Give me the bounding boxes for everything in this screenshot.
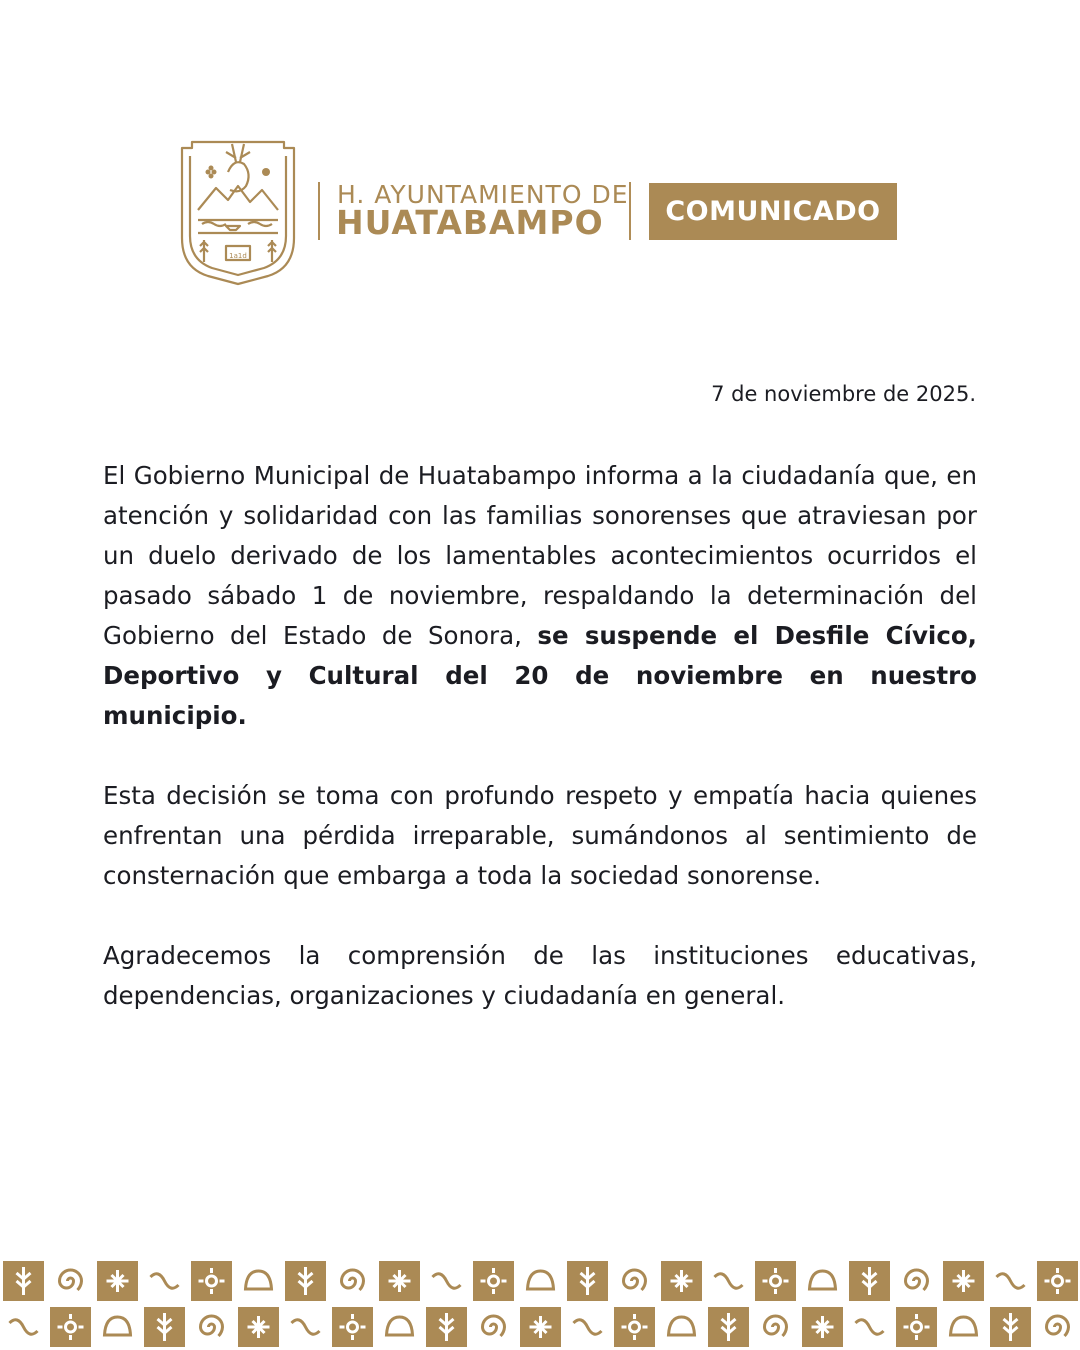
pattern-tile bbox=[1037, 1261, 1078, 1301]
pattern-tile bbox=[285, 1307, 326, 1347]
pattern-tile bbox=[896, 1307, 937, 1347]
pattern-tile bbox=[849, 1307, 890, 1347]
divider-line bbox=[318, 182, 320, 240]
pattern-tile bbox=[426, 1261, 467, 1301]
crest-inscription: 1a1d bbox=[229, 252, 247, 260]
pattern-tile bbox=[3, 1307, 44, 1347]
pattern-tile bbox=[238, 1307, 279, 1347]
pattern-tile bbox=[238, 1261, 279, 1301]
document-date: 7 de noviembre de 2025. bbox=[711, 382, 976, 406]
pattern-tile bbox=[473, 1307, 514, 1347]
pattern-tile bbox=[97, 1261, 138, 1301]
paragraph-1 bbox=[103, 456, 977, 736]
pattern-tile bbox=[144, 1261, 185, 1301]
paragraph-1-highlight: se suspende el Desfile Cívico, Deportivo y Cultural del 20 de noviembre en nuestro municipio. bbox=[103, 621, 977, 730]
pattern-tile bbox=[990, 1307, 1031, 1347]
pattern-tile bbox=[896, 1261, 937, 1301]
paragraph-2: Esta decisión se toma con profundo respeto y empatía hacia quienes enfrentan una pérdida irreparable, sumándonos al sentimiento de consternación que embarga a toda la sociedad sonorense. bbox=[103, 781, 977, 890]
pattern-tile bbox=[661, 1307, 702, 1347]
pattern-tile bbox=[473, 1261, 514, 1301]
pattern-tile bbox=[614, 1307, 655, 1347]
divider-line bbox=[629, 182, 631, 240]
pattern-tile bbox=[379, 1307, 420, 1347]
org-title-line2: HUATABAMPO bbox=[336, 203, 604, 242]
pattern-tile bbox=[802, 1307, 843, 1347]
municipal-crest-logo bbox=[178, 128, 298, 288]
pattern-tile bbox=[614, 1261, 655, 1301]
paragraph-1-text: El Gobierno Municipal de Huatabampo informa a la ciudadanía que, en atención y solidaridad con las familias sonorenses que atraviesan por un duelo derivado de los lamentables acontecimientos ocurridos el pasado sábado 1 de noviembre, respaldando la determinación del Gobierno del Estado de Sonora, bbox=[103, 461, 977, 650]
pattern-tile bbox=[50, 1261, 91, 1301]
pattern-tile bbox=[943, 1307, 984, 1347]
pattern-tile bbox=[1037, 1307, 1078, 1347]
pattern-tile bbox=[520, 1307, 561, 1347]
pattern-tile bbox=[379, 1261, 420, 1301]
pattern-tile bbox=[943, 1261, 984, 1301]
pattern-tile bbox=[708, 1307, 749, 1347]
pattern-tile bbox=[755, 1307, 796, 1347]
pattern-tile bbox=[849, 1261, 890, 1301]
pattern-tile bbox=[191, 1307, 232, 1347]
pattern-tile bbox=[144, 1307, 185, 1347]
pattern-tile bbox=[3, 1261, 44, 1301]
pattern-tile bbox=[97, 1307, 138, 1347]
paragraph-3: Agradecemos la comprensión de las instituciones educativas, dependencias, organizaciones y ciudadanía en general. bbox=[103, 941, 977, 1010]
pattern-tile bbox=[332, 1307, 373, 1347]
pattern-tile bbox=[285, 1261, 326, 1301]
comunicado-badge: COMUNICADO bbox=[649, 183, 897, 240]
pattern-tile bbox=[661, 1261, 702, 1301]
pattern-tile bbox=[755, 1261, 796, 1301]
pattern-tile bbox=[567, 1307, 608, 1347]
pattern-tile bbox=[990, 1261, 1031, 1301]
pattern-tile bbox=[708, 1261, 749, 1301]
pattern-tile bbox=[567, 1261, 608, 1301]
pattern-tile bbox=[191, 1261, 232, 1301]
letterhead bbox=[0, 0, 1080, 300]
pattern-tile bbox=[520, 1261, 561, 1301]
pattern-tile bbox=[426, 1307, 467, 1347]
pattern-tile bbox=[802, 1261, 843, 1301]
org-title-line1: H. AYUNTAMIENTO DE bbox=[337, 180, 629, 209]
pattern-tile bbox=[332, 1261, 373, 1301]
document-body bbox=[103, 456, 977, 1056]
pattern-tile bbox=[50, 1307, 91, 1347]
decorative-pattern-border bbox=[0, 1258, 1080, 1350]
